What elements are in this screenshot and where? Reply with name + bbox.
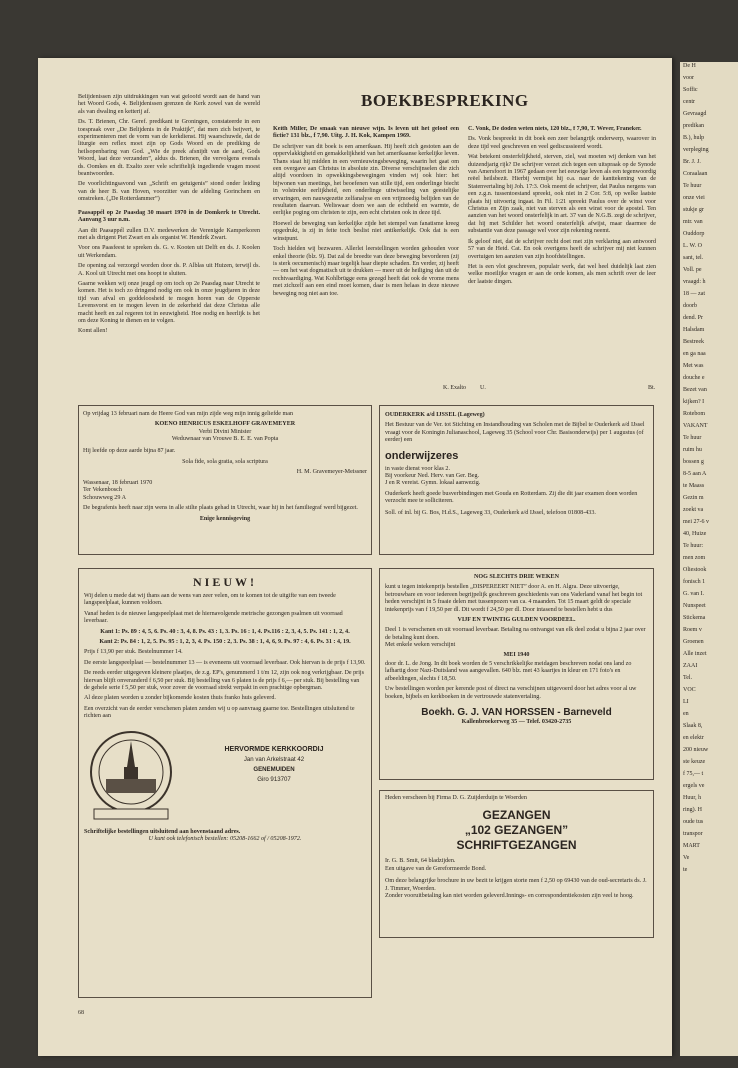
death-house: Ter Vekenbosch (83, 487, 122, 494)
page-title: BOEKBESPREKING (361, 91, 529, 110)
next-page-fragment: ruim hu (683, 447, 702, 453)
next-page-fragment: verpleging (683, 147, 709, 153)
review-1-title: Keith Miller, De smaak van nieuwe wijn. Is leven uit het geloof een fictie? 131 blz., f 7,90. Uitg. J. H. Kok, Kampen 1969. (273, 126, 459, 140)
next-page-fragment: Halsdam (683, 327, 705, 333)
magazine-page (38, 58, 672, 1056)
page-number: 68 (78, 1010, 84, 1016)
review-1-para-1: De schrijver van dit boek is een amerikaan. Hij heeft zich gestoten aan de oppervlakkigheid en gemakkelijkheid van het amerikaanse kerkelijke leven. Thans staat hij midden in een vernieuwingsbeweging, waarin het gaat om een overgave aan Christus in absolute zin. Diverse verschijnselen die zich altijd voordoen in opwekkingsbewegingen vinden wij ook hier: het bijwonen van meetings, het beoefenen van stille tijd, een onderlinge biecht in volstrekte eerlijkheid, een onderlinge uitwisseling van geestelijke ervaringen, een nauwgezette zelfanalyse en een vrijmoedig belijden van de resultaten daarvan. Weliswaar doen we aan de echtheid en warmte, de eerlijke poging om christen te zijn, een echt christen ook in deze tijd. (273, 143, 459, 217)
next-page-fragment: Soffic (683, 87, 698, 93)
next-page-fragment: B.), hulp (683, 135, 705, 141)
gezangen-l1: GEZANGEN (482, 808, 551, 823)
next-page-fragment: Tel. (683, 675, 693, 681)
next-page-fragment: vraagd: h (683, 279, 706, 285)
horssen-t3: MEI 1940 (503, 651, 530, 658)
death-street: Schouwweg 29 A (83, 494, 126, 501)
death-name: KOENO HENRICUS ESKELHOFF GRAVEMEYER (154, 421, 296, 428)
left-para-2: Ds. T. Brienen, Chr. Geref. predikant te Groningen, constateerde in een toespraak over „De Belijdenis in de Praktijk”, dat men zich beijvert, te experimenteren met de vorm van de kerkdienst. Hij waarschuwde, dat de liturgie een reflex moet zijn op Gods Woord en de prediking de heilsopenbaring van God. „Wie de preek afsnijdt van de aard, Gods Woord, laat deze verzanden”, aldus ds. Brienen, die vervolgens evenals ds. Oomkes en dt. Exalto zeer vele schriftelijk ingediende vragen moest beantwoorden. (78, 119, 260, 178)
next-page-fragment: Ouddorp (683, 231, 705, 237)
next-page-fragment: voor (683, 75, 694, 81)
paasappel-para-3: De opening zal verzorgd worden door ds. P. Alblas uit Huizen, terwijl ds. A. Kool uit Utrecht met ons hoopt te sluiten. (78, 263, 260, 277)
review-2 (468, 126, 656, 386)
paasappel-para-4: Gaarne wekken wij onze jeugd op om toch op 2e Paasdag naar Utrecht te komen. Het is toch zo dringend nodig om ook in onze jeugdjaren in deze tijd van afval en goddeloosheid te mogen horen van de Opperste Levensvorst en te mogen leven in de zekerheid dat deze Christus alle macht heeft en zal regeren tot in eeuwigheid. Hoe nodig en heerlijk is het om deze Koning te dienen en te volgen. (78, 280, 260, 324)
nieuw-title: NIEUW! (192, 575, 257, 589)
school-title: OUDERKERK a/d IJSSEL (Lageweg) (385, 412, 485, 418)
next-page-fragment: men zom (683, 555, 706, 561)
horssen-t2: VIJF EN TWINTIG GULDEN VOORDEEL. (457, 617, 576, 624)
next-page-fragment: ste keuze (683, 759, 706, 765)
school-ad (379, 405, 654, 555)
next-page-fragment: Te huur (683, 183, 702, 189)
next-page-fragment: Alle inzet (683, 651, 707, 657)
horssen-p1: kunt u tegen intekenprijs bestellen „DISPEREERT NIET” door A. en H. Algra. Deze uitvoerige, betrouwbare en voor iedereen begrijpelijk geschreven geschiedenis van ons Vaderland vanaf het begin tot heden verschijnt in 5 fraaie delen met tussenpozen van ca. 4 maanden. Tot 15 maart geldt de speciale intekenprijs van f 19,50 per dl. Dit wordt f 24,50 per dl. Door intasend te bestellen hebt u dus (385, 584, 643, 613)
nieuw-price: Prijs f 13,90 per stuk. Bestelnummer 14. (84, 649, 183, 656)
next-page-fragment: 40, Huize (683, 531, 707, 537)
next-page-fragment: Voll. pe (683, 267, 702, 273)
next-page-fragment: MART (683, 843, 700, 849)
next-page-fragment: kijken? I (683, 399, 705, 405)
next-page-fragment: mtr. van (683, 219, 703, 225)
nieuw-p5: Al deze platen worden u zonder bijkomende kosten thuis franko huis geleverd. (84, 695, 276, 702)
next-page-fragment: Slaak 8, (683, 723, 703, 729)
paasappel-para-2: Voor ons Paasfeest te spreken ds. G. v. Kooten uit Delft en ds. J. Koolen uit Werkendam. (78, 245, 260, 259)
next-page-fragment: Rotebom (683, 411, 705, 417)
paasappel-para-5: Komt allen! (78, 328, 108, 335)
review-1 (273, 126, 459, 406)
review-1-signature: K. Exalto (443, 385, 466, 391)
gezangen-pub: Een uitgave van de Gereformeerde Bond. (385, 865, 487, 872)
nieuw-p7: Schriftelijke bestellingen uitsluitend aan hovenstaand adres. (84, 828, 241, 835)
next-page-fragment: Oliestook (683, 567, 707, 573)
gezangen-author: Ir. G. B. Smit, 64 bladzijden. (385, 858, 456, 865)
church-seal-icon (86, 727, 176, 827)
school-p3: Bij voorkeur Ned. Herv. van Ger. Beg. (385, 473, 480, 480)
school-p1: Het Bestuur van de Ver. tot Stichting en Instandhouding van Scholen met de Bijbel te Ouderkerk a/d IJssel vraagt voor de Koningin Julianaschool, Lageweg 35 (School voor Chr. Basisonderwijs) per 1 augustus (of eerder) een (385, 422, 645, 444)
horssen-name: Boekh. G. J. VAN HORSSEN - Barneveld (421, 707, 612, 719)
nieuw-ad (78, 568, 372, 998)
next-page-fragment: Br. J. J. (683, 159, 701, 165)
school-big: onderwijzeres (385, 449, 459, 462)
gezangen-intro: Heden verscheen bij Firma D. G. Zuijderduijn te Woerden (385, 795, 527, 801)
nieuw-org: HERVORMDE KERKKOORDIJ (224, 745, 324, 753)
next-page-fragment: L. W. O (683, 243, 703, 249)
death-place-date: Wassenaar, 18 februari 1970 (83, 479, 153, 486)
death-only: Enige kennisgeving (199, 516, 251, 523)
next-page-fragment: Nunspeet (683, 603, 706, 609)
next-page-fragment: bossen g (683, 459, 704, 465)
next-page-fragment: zoekt va (683, 507, 704, 513)
next-page-fragment: 200 nieuw (683, 747, 709, 753)
left-para-1: Belijdenissen zijn uitdrukkingen van wat geloofd wordt aan de hand van het Woord Gods, 4. Belijdenissen grenzen de Kerk zowel van de wereld als van dwaling en ketterij af. (78, 94, 260, 115)
death-age: Hij leefde op deze aarde bijna 87 jaar. (83, 447, 176, 454)
left-column (78, 94, 260, 394)
death-burial: De begrafenis heeft naar zijn wens in alle stilte plaats gehad in Utrecht, waar hij in het familiegraf werd bijgezet. (83, 505, 358, 512)
next-page-fragment: LI (683, 699, 689, 705)
horssen-t1: NOG SLECHTS DRIE WEKEN (473, 574, 560, 580)
next-page-fragment: Gezin m (683, 495, 704, 501)
nieuw-p4: De reeds eerder uitgegeven kleinere plaatjes, de z.g. EP's, genummerd 1 t/m 12, zijn ook nog verkrijgbaar. De prijs hiervan blijft onveranderd f 6,50 per stuk. Bij bestelling van 6 platen is de prijs f 6,— per stuk. Bij bestelling van de gehele serie f 5,50 per stuk, voor zover de voorraad strekt verpakt in een prachtige opbergman. (84, 670, 364, 692)
next-page-fragment: centr (683, 99, 695, 105)
gezangen-p1: Om deze belangrijke brochure in uw bezit te krijgen storte men f 2,50 op 69430 van de oud-secretaris ds. J. J. Timmer, Woerden. (385, 878, 647, 892)
horssen-ad (379, 568, 654, 780)
death-widower: Weduwnaar van Vrouwe B. E. E. van Popta (171, 436, 279, 443)
next-page-fragment: dend. Pr (683, 315, 703, 321)
next-page-fragment: Gevraagd (683, 111, 707, 117)
nieuw-p1: Wij delen u mede dat wij thans aan de wens van zeer velen, om te komen tot de uitgifte van een tweede langspeelplaat, kunnen voldoen. (84, 593, 336, 607)
nieuw-city: GENEMUIDEN (253, 765, 295, 773)
next-page-fragment: Huur, h (683, 795, 702, 801)
horssen-addr: Kallenbroekerweg 35 — Telef. 03420-2735 (461, 719, 572, 726)
next-page-fragment: stukje gr (683, 207, 704, 213)
horssen-p5: Uw bestellingen worden per kerende post of direct na verschijnen uitgevoerd door het adres voor al uw boeken, bijbels en kerkboeken in de vertrouwde statenvertaling. (385, 686, 637, 700)
left-para-3: De voorlichtingsavond van „Schrift en getuigenis” stond onder leiding van de heer B. van Hoven, voorzitter van de afdeling Gorinchem en omstreken. („De Rotterdammer”) (78, 181, 260, 203)
next-page-fragment: Bestreek (683, 339, 704, 345)
next-page-fragment: Met was (683, 363, 704, 369)
school-p6: Soll. of inl. bij G. Bos, H.d.S., Lageweg 33, Ouderkerk a/d IJssel, telefoon 01808-433. (385, 509, 596, 516)
gezangen-ad (379, 790, 654, 938)
next-page-fragment: predikan (683, 123, 704, 129)
next-page-fragment: en ga naa (683, 351, 706, 357)
gezangen-l3: SCHRIFTGEZANGEN (456, 838, 577, 853)
nieuw-p6: Een overzicht van de eerder verschenen platen zenden wij u op aanvraag gaarne toe. Bestellingen uitsluitend te richten aan (84, 705, 355, 720)
next-page-fragment: Te huur (683, 435, 702, 441)
next-page-edge (680, 62, 738, 1056)
review-2-signature-left: U. (480, 385, 486, 391)
next-page-fragment: Stickema (683, 615, 706, 621)
horssen-p2: Deel 1 is verschenen en uit voorraad leverbaar. Betaling na ontvangst van elk deel zodat u bijna 2 jaar over de betaling kunt doen. (385, 627, 646, 641)
school-p5: Ouderkerk heeft goede busverbindingen met Gouda en Rotterdam. Zij die dit jaar examen doen worden verzocht mee te solliciteren. (385, 490, 638, 505)
next-page-fragment: ZAAI (683, 663, 698, 669)
next-page-fragment: 18 — zat (683, 291, 705, 297)
next-page-fragment: te Maass (683, 483, 705, 489)
next-page-fragment: Bezet van (683, 387, 707, 393)
horssen-p4: door dr. L. de Jong. In dit boek worden de 5 verschrikkelijke meidagen beschreven nodat ons land zo lafhartig door Nazi-Duitsland was aangevallen. 640 blz. met 43 kaartjes in kleur en 171 foto's en afbeeldingen, slechts f 18,50. (385, 661, 632, 682)
horssen-p3: Met enkele weken verschijnt (385, 642, 456, 649)
nieuw-kant1: Kant 1: Ps. 89 : 4, 5, 6. Ps. 40 : 3, 4, 8. Ps. 43 : 1, 3. Ps. 16 : 1, 4. Ps.116 : 2, 3, 4, 5. Ps. 141 : 1, 2, 4. (100, 628, 350, 635)
next-page-fragment: VOC (683, 687, 696, 693)
next-page-fragment: te (683, 867, 688, 873)
next-page-fragment: onze viei (683, 195, 705, 201)
next-page-fragment: doorb (683, 303, 697, 309)
death-notice (78, 405, 372, 555)
next-page-fragment: VAKANT (683, 423, 708, 429)
death-intro: Op vrijdag 13 februari nam de Heere God van mijn zijde weg mijn innig geliefde man (83, 411, 293, 417)
next-page-fragment: 8-5 aan A (683, 471, 707, 477)
nieuw-address: Jan van Arkelstraat 42 (243, 755, 305, 763)
next-page-fragment: sant, tel. (683, 255, 704, 261)
nieuw-p8: U kunt ook telefonisch bestellen: 05208-1662 of / 05208-1972. (148, 836, 302, 843)
next-page-fragment: mei 27-6 v (683, 519, 709, 525)
death-role: Verbi Divini Minister (198, 428, 252, 435)
next-page-fragment: ergels ve (683, 783, 705, 789)
next-page-fragment: transpor (683, 831, 703, 837)
review-2-signature-right: Bt. (648, 385, 656, 391)
next-page-fragment: en (683, 711, 689, 717)
next-page-fragment: Roem v (683, 627, 702, 633)
school-p4: J en R vereist. Gymn. lokaal aanwezig. (385, 480, 481, 487)
nieuw-p2: Vanaf heden is de nieuwe langspeelplaat met de hiernavolgende metrische gezongen psalmen uit voorraad leverbaar. (84, 610, 343, 625)
next-page-fragment: G. van I. (683, 591, 704, 597)
next-page-fragment: ring). H (683, 807, 702, 813)
paasappel-para-1: Aan dit Paasappél zullen D.V. medewerken de Verenigde Kamperkoren met als dirigent Piet Zwart en als organist W. Hendrik Zwart. (78, 227, 260, 241)
nieuw-giro: Giro 913707 (257, 775, 291, 783)
next-page-fragment: en elektr (683, 735, 704, 741)
next-page-fragment: Te huur: (683, 543, 704, 549)
next-page-fragment: f 75,— t (683, 771, 704, 777)
nieuw-p3: De eerste langspeelplaat — bestelnummer 13 — is eveneens uit voorraad leverbaar. Ook hiervan is de prijs f 13,90. (84, 659, 366, 666)
gezangen-l2: „102 GEZANGEN” (464, 823, 569, 838)
gezangen-p2: Zonder vooruitbetaling kan niet worden geleverd.Innings- en correspondentiekosten zijn veel te hoog. (385, 893, 634, 900)
next-page-fragment: Groenen (683, 639, 704, 645)
death-motto: Sola fide, sola gratia, sola scriptura (182, 459, 268, 466)
next-page-fragment: Coraalaan (683, 171, 708, 177)
review-1-para-3: Toch hielden wij bezwaren. Allerlei leerstellingen worden gehouden voor enkel theorie (blz. 9). Dat zal de breedte van deze beweging bevorderen (zij is sterk oecumenisch) maar tegelijk haar diepte schaden. En verder, zij heeft — om het wat dogmatisch uit te drukken — meer uit de heiliging dan uit de rechtvaardiging. Wat Kohlbrügge eens gezegd heeft dat ook de vrome mens met zichzelf aan een eind moet komen, daar is men helaas in deze nieuwe beweging nog niet aan toe. (273, 246, 459, 297)
review-2-title: C. Vonk, De doden weten niets, 120 blz., f 7,90, T. Wever, Franeker. (468, 126, 642, 132)
review-2-para-1: Ds. Vonk bespreekt in dit boek een zeer belangrijk onderwerp, waarover in deze tijd veel geschreven en veel gediscussieerd wordt. (468, 136, 656, 150)
next-page-fragment: De H (683, 63, 696, 69)
death-widow: H. M. Gravemeyer-Meissner (296, 469, 367, 476)
school-p2: in vaste dienst voor klas 2. (385, 465, 450, 472)
review-1-para-2: Hoewel de beweging van kerkelijke zijde het stempel van fanatisme kreeg opgedrukt, is zij in feite toch beslist niet antikerkelijk. Ook dat is een winstpunt. (273, 220, 459, 242)
next-page-fragment: oude tus (683, 819, 704, 825)
review-2-para-2: Wat betekent onsterfelijkheid, sterven, ziel, wat moeten wij denken van het duizendjarig rijk? De schrijver verzet zich tegen een uitspraak op de Synode van Amersfoort in 1967 gedaan over het eeuwige leven als een tegenwoordig reëel heilsbezit. Hierbij vermijst hij o.a. naar de kanttekening van de Statenvertaling bij Joh. 17:3. Ook meent de schrijver, dat Paulus nergens van een z.g.n. tussentoestand spreekt, ook niet in 2 Cor. 5:8, op welke laatste plaats hij uitvoerig ingaat. In Fil. 1:21 spreekt Paulus over de winst voor Christus en Zijn zaak, niet van sterven als een winst voor de apostel. Ten aanzien van het woord onsterfelijk in art. 37 van de N.G.B. zegt de schrijver, dat hij met Schilder het woord onsterfelijk afwijst, maar daarmee de substantie van deze passage wel voor zijn rekening neemt. (468, 154, 656, 235)
review-2-para-3: Ik geloof niet, dat de schrijver recht doet met zijn verklaring aan antwoord 57 van de Heid. Cat. En ook overigens heeft de schrijver mij niet kunnen overtuigen ten aanzien van zijn hoofdstellingen. (468, 238, 656, 260)
review-2-para-4: Het is een vlot geschreven, populair werk, dat wel heel duidelijk laat zien welke moeilijke vragen er aan de orde komen, als men schrift over de leer der laatste dingen. (468, 263, 656, 285)
next-page-fragment: fonisch 1 (683, 579, 706, 585)
paasappel-title: Paasappél op 2e Paasdag 30 maart 1970 in de Domkerk te Utrecht. Aanvang 3 uur n.m. (78, 209, 260, 224)
next-page-fragment: Ve (683, 855, 690, 861)
next-page-fragment: douche e (683, 375, 705, 381)
nieuw-kant2: Kant 2: Ps. 84 : 1, 2, 5. Ps. 95 : 1, 2, 3, 4. Ps. 150 : 2, 3. Ps. 38 : 1, 4, 6, 9. Ps. 97 : 4, 6. Ps. 31 : 4, 19. (99, 639, 351, 646)
